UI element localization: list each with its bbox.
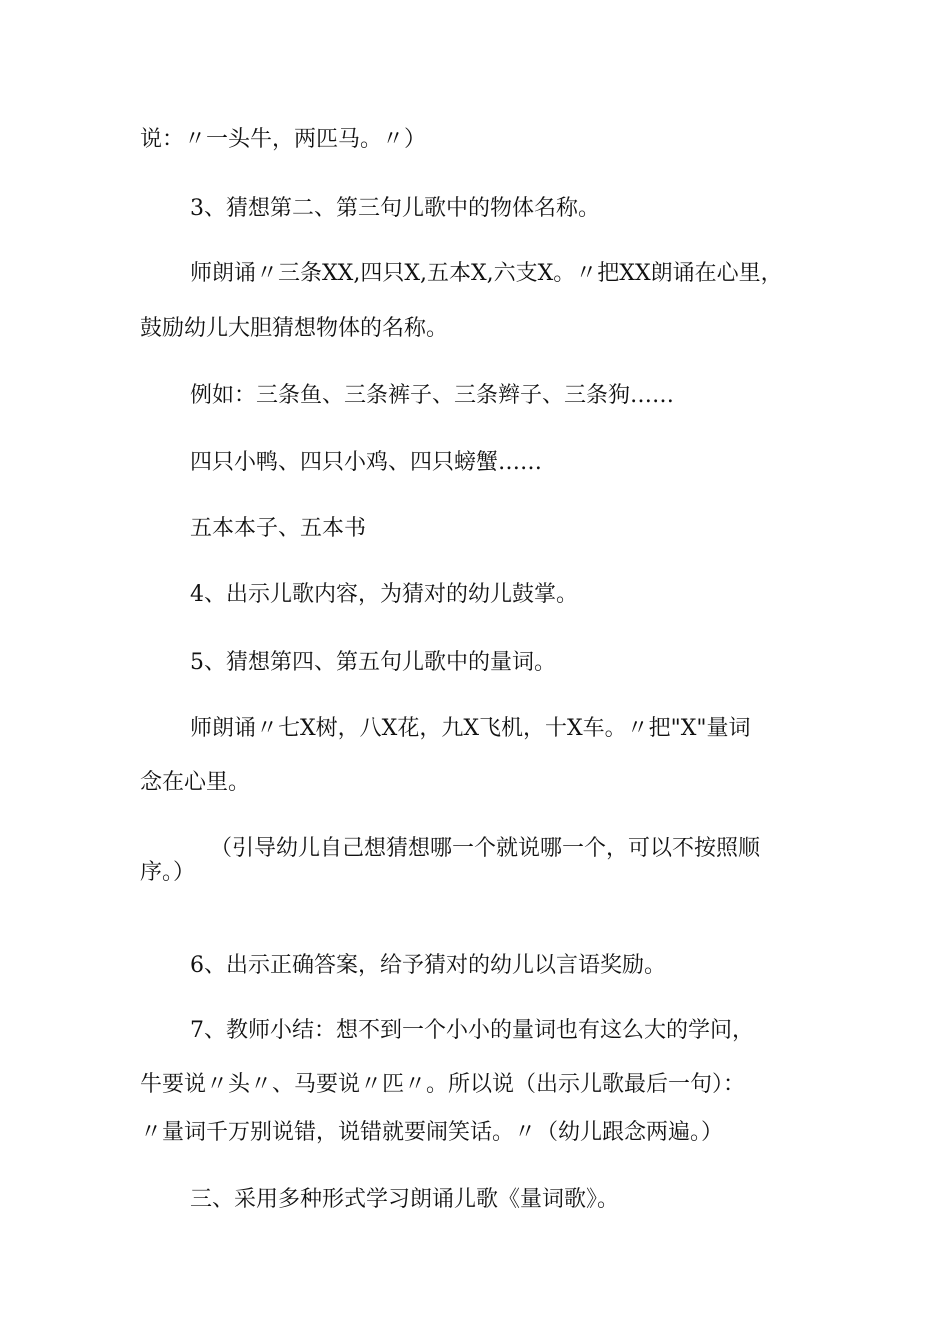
text-line: 五本本子、五本书 — [190, 516, 367, 541]
text-line: 例如：三条鱼、三条裤子、三条辫子、三条狗…… — [190, 383, 675, 408]
text-line: 说：〃一头牛，两匹马。〃） — [140, 127, 427, 152]
text-line: 鼓励幼儿大胆猜想物体的名称。 — [140, 316, 449, 341]
text-line: 4、出示儿歌内容，为猜对的幼儿鼓掌。 — [190, 582, 578, 607]
text-line: 〃量词千万别说错，说错就要闹笑话。〃（幼儿跟念两遍。） — [140, 1120, 724, 1145]
text-line: （引导幼儿自己想猜想哪一个就说哪一个，可以不按照顺 — [210, 836, 761, 861]
text-line: 师朗诵〃三条XX,四只X,五本X,六支X。〃把XX朗诵在心里， — [190, 261, 783, 286]
text-line: 牛要说〃头〃、马要说〃匹〃。所以说（出示儿歌最后一句）： — [140, 1072, 746, 1097]
text-line: 四只小鸭、四只小鸡、四只螃蟹…… — [190, 450, 543, 475]
text-line: 师朗诵〃七X树，八X花，九X飞机，十X车。〃把"X"量词 — [190, 716, 751, 741]
text-line: 序。） — [140, 860, 196, 885]
text-line: 三、采用多种形式学习朗诵儿歌《量词歌》。 — [190, 1187, 620, 1212]
text-line: 5、猜想第四、第五句儿歌中的量词。 — [190, 650, 556, 675]
text-line: 6、出示正确答案，给予猜对的幼儿以言语奖励。 — [190, 953, 666, 978]
text-line: 3、猜想第二、第三句儿歌中的物体名称。 — [190, 196, 600, 221]
text-line: 念在心里。 — [140, 770, 251, 795]
text-line: 7、教师小结：想不到一个小小的量词也有这么大的学问， — [190, 1018, 754, 1043]
